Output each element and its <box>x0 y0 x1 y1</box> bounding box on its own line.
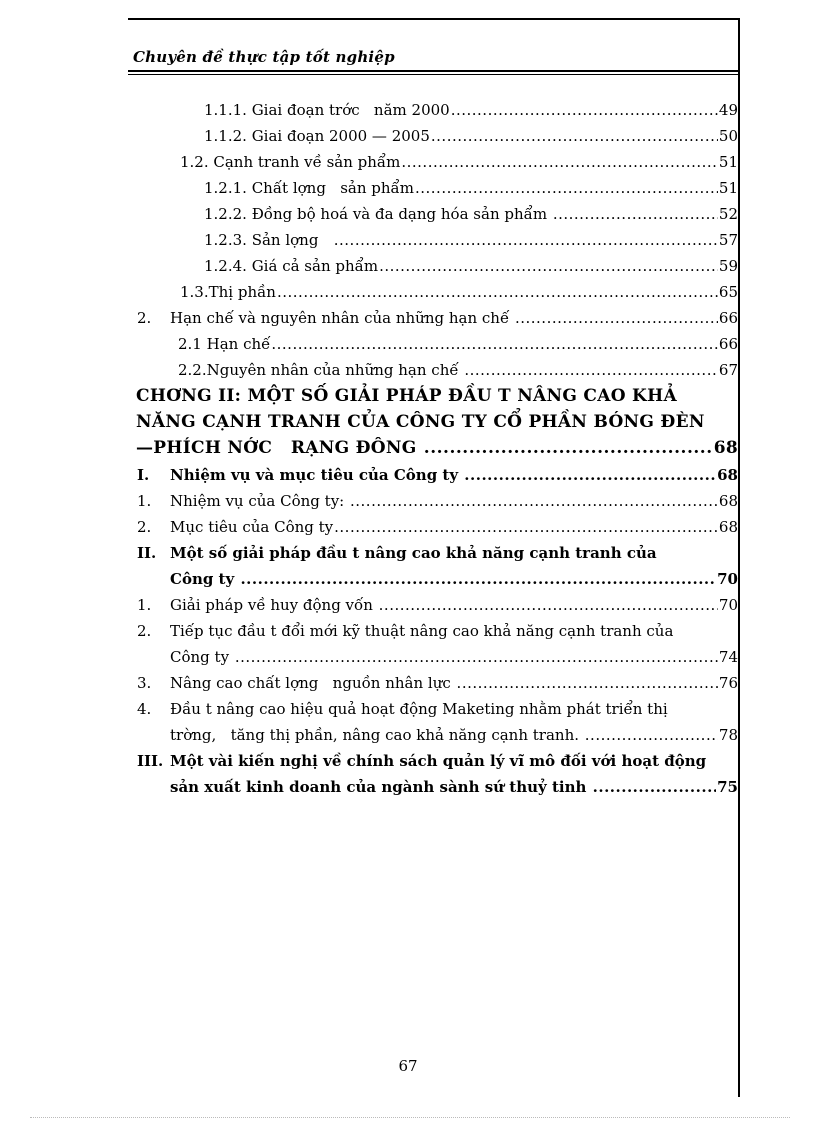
toc-entry-page: 50 <box>718 127 738 145</box>
header-rule-thin <box>128 74 740 75</box>
toc-entry <box>137 510 738 536</box>
toc-entry <box>136 432 738 458</box>
toc-entry <box>170 718 738 744</box>
chapter-heading-line: CHƠNG II: MỘT SỐ GIẢI PHÁP ĐẦU T NÂNG CAO KHẢ <box>136 386 677 406</box>
toc-entry-text: 2.1 Hạn chế <box>178 335 271 353</box>
header-rule <box>128 70 740 72</box>
toc-entry <box>137 301 738 327</box>
toc-entry-text: Công ty <box>170 648 234 666</box>
toc-entry-page: 70 <box>718 596 738 614</box>
toc-entry <box>204 119 738 145</box>
toc-entry <box>180 275 738 301</box>
chapter-heading-line: NĂNG CẠNH TRANH CỦA CÔNG TY CỔ PHẦN BÓNG ĐÈN <box>136 412 705 432</box>
toc-entry-text: Nhiệm vụ của Công ty: <box>170 492 349 510</box>
toc-entry-number: 1. <box>137 492 152 510</box>
toc-entry-page: 66 <box>718 335 738 353</box>
toc-entry-number: 4. <box>137 700 152 718</box>
toc-entry-page: 59 <box>718 257 738 275</box>
toc-entry <box>204 223 738 249</box>
toc-entry-text: sản xuất kinh doanh của ngành sành sứ thuỷ tinh <box>170 778 592 796</box>
toc-entry-page: 51 <box>718 179 738 197</box>
toc-entry <box>180 145 738 171</box>
toc-entry-page: 52 <box>718 205 738 223</box>
page-border-right <box>738 18 740 1097</box>
toc-entry <box>204 93 738 119</box>
page-border-top <box>128 18 740 20</box>
header-title: Chuyên đề thực tập tốt nghiệp <box>133 48 395 66</box>
toc-entry-page: 68 <box>713 438 738 458</box>
toc-entry-text: Một số giải pháp đầu t nâng cao khả năng cạnh tranh của <box>170 544 657 562</box>
page-number: 67 <box>398 1057 418 1075</box>
toc-entry-page: 68 <box>717 466 738 484</box>
toc-entry-text: Nhiệm vụ và mục tiêu của Công ty <box>170 466 464 484</box>
toc-entry-page: 74 <box>718 648 738 666</box>
toc-entry-text: 1.1.2. Giai đoạn 2000 — 2005 <box>204 127 430 145</box>
toc-entry <box>137 614 673 640</box>
toc-entry-page: 70 <box>717 570 738 588</box>
toc-entry-page: 49 <box>718 101 738 119</box>
toc-entry-number: 1. <box>137 596 152 614</box>
toc-entry-page: 76 <box>718 674 738 692</box>
toc-entry-text: 1.2. Cạnh tranh về sản phẩm <box>180 153 401 171</box>
toc-entry-text: Đầu t nâng cao hiệu quả hoạt động Maketing nhằm phát triển thị <box>170 700 668 718</box>
page-bottom-dotted-rule <box>30 1117 790 1119</box>
toc-entry <box>170 562 738 588</box>
toc-entry-number: 2. <box>137 309 152 327</box>
toc-entry-text: 1.2.2. Đồng bộ hoá và đa dạng hóa sản phẩm <box>204 205 552 223</box>
toc-entry-page: 68 <box>718 518 738 536</box>
toc-entry-number: 2. <box>137 622 152 640</box>
toc-entry-text: Mục tiêu của Công ty <box>170 518 334 536</box>
toc-entry <box>137 588 738 614</box>
toc-entry <box>137 484 738 510</box>
toc-entry <box>204 249 738 275</box>
toc-entry <box>137 744 706 770</box>
toc-entry-page: 66 <box>718 309 738 327</box>
toc-entry <box>170 640 738 666</box>
toc-entry-text: trờng, tăng thị phần, nâng cao khả năng cạnh tranh. <box>170 726 584 744</box>
toc-entry-text: 2.2.Nguyên nhân của những hạn chế <box>178 361 464 379</box>
toc-entry <box>178 327 738 353</box>
toc-entry-page: 68 <box>718 492 738 510</box>
toc-entry-text: 1.1.1. Giai đoạn trớc năm 2000 <box>204 101 450 119</box>
toc-entry <box>137 692 668 718</box>
toc-entry-page: 51 <box>718 153 738 171</box>
toc-entry-page: 67 <box>718 361 738 379</box>
toc-entry-number: 2. <box>137 518 152 536</box>
toc-entry-text: Hạn chế và nguyên nhân của những hạn chế <box>170 309 514 327</box>
toc-entry <box>204 197 738 223</box>
toc-entry <box>204 171 738 197</box>
toc-entry-number: 3. <box>137 674 152 692</box>
toc-entry <box>137 458 738 484</box>
toc-entry-number: I. <box>137 466 150 484</box>
toc-entry-number: III. <box>137 752 164 770</box>
toc-entry-text: 1.2.3. Sản lợng <box>204 231 333 249</box>
toc-entry-text: Công ty <box>170 570 240 588</box>
toc-entry <box>137 666 738 692</box>
toc-entry-text: 1.2.1. Chất lợng sản phẩm <box>204 179 414 197</box>
toc-entry-page: 75 <box>717 778 738 796</box>
toc-entry-text: 1.2.4. Giá cả sản phẩm <box>204 257 379 275</box>
toc-entry <box>170 770 738 796</box>
toc-entry-number: II. <box>137 544 157 562</box>
toc-entry <box>137 536 657 562</box>
toc-entry-page: 78 <box>718 726 738 744</box>
toc-entry-text: Nâng cao chất lợng nguồn nhân lực <box>170 674 456 692</box>
toc-entry-text: —PHÍCH NỚC RẠNG ĐÔNG <box>136 438 423 458</box>
toc-entry-text: 1.3.Thị phần <box>180 283 276 301</box>
toc-entry <box>178 353 738 379</box>
toc-entry-text: Một vài kiến nghị về chính sách quản lý vĩ mô đối với hoạt động <box>170 752 707 770</box>
toc-entry-page: 65 <box>718 283 738 301</box>
toc-entry-text: Tiếp tục đầu t đổi mới kỹ thuật nâng cao khả năng cạnh tranh của <box>170 622 674 640</box>
toc-entry-text: Giải pháp về huy động vốn <box>170 596 378 614</box>
toc-entry-page: 57 <box>718 231 738 249</box>
